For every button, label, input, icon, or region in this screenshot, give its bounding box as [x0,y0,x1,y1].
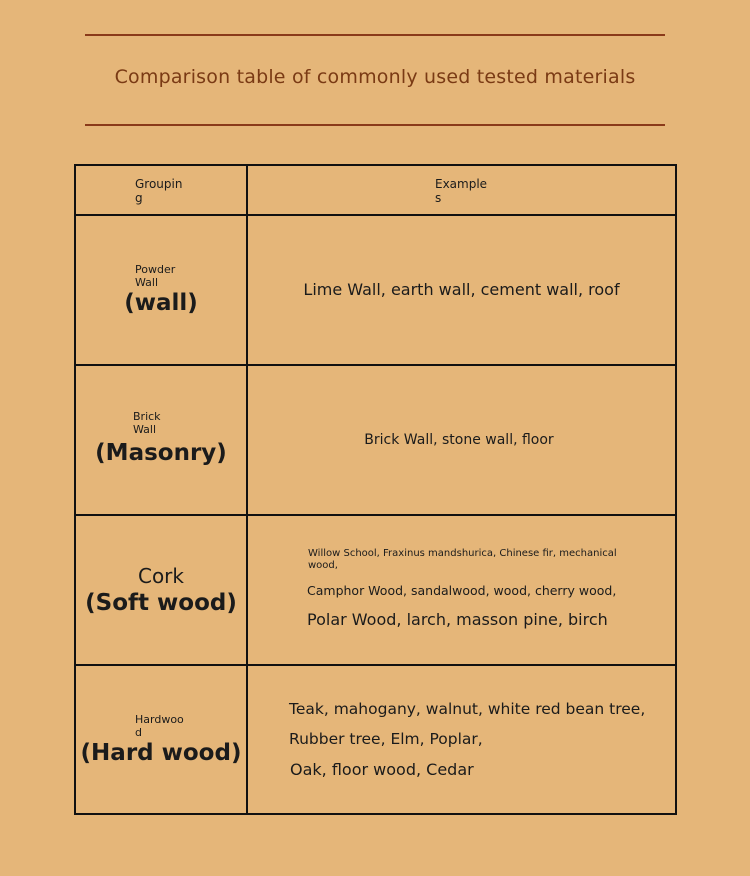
row2-group-bold: (Masonry) [95,440,227,466]
row-divider [76,214,675,216]
row4-examples-line3: Oak, floor wood, Cedar [290,760,474,779]
row4-examples-line2: Rubber tree, Elm, Poplar, [289,730,483,748]
header-examples-line2: s [435,191,442,205]
row-divider [76,514,675,516]
row4-examples-line1: Teak, mahogany, walnut, white red bean tree, [289,700,646,718]
row1-group-bold: (wall) [124,290,198,316]
row1-examples: Lime Wall, earth wall, cement wall, roof [303,280,620,299]
row-divider [76,664,675,666]
row2-examples: Brick Wall, stone wall, floor [364,432,554,448]
row4-group-small-line2: d [135,726,142,739]
header-examples [435,177,487,205]
row4-group-bold: (Hard wood) [80,740,242,766]
column-divider [246,166,248,813]
row1-group-small-line1: Powder [135,263,176,276]
page-title: Comparison table of commonly used tested materials [114,66,636,88]
row1-group-small-line2: Wall [135,276,159,289]
row1-group-small [135,263,175,289]
row4-group-small-line1: Hardwoo [135,713,184,726]
row3-examples-line1: Willow School, Fraxinus mandshurica, Chinese fir, mechanical [308,548,617,559]
title-bottom-rule [85,124,665,126]
header-grouping-line2: g [135,191,143,205]
row3-group-small: Cork [137,564,184,588]
row-divider [76,364,675,366]
row2-group-small-line2: Wall [133,423,157,436]
materials-table [74,164,677,815]
row3-group-bold: (Soft wood) [85,590,237,616]
row3-examples-line1b: wood, [308,560,338,571]
row3-examples-line3: Polar Wood, larch, masson pine, birch [307,610,608,629]
header-grouping-line1: Groupin [135,177,183,191]
row2-group-small [133,410,161,436]
row3-examples-line2: Camphor Wood, sandalwood, wood, cherry wood, [307,583,617,598]
header-grouping [135,177,182,205]
row2-group-small-line1: Brick [133,410,161,423]
header-examples-line1: Example [435,177,488,191]
row4-group-small [135,713,184,739]
title-top-rule [85,34,665,36]
